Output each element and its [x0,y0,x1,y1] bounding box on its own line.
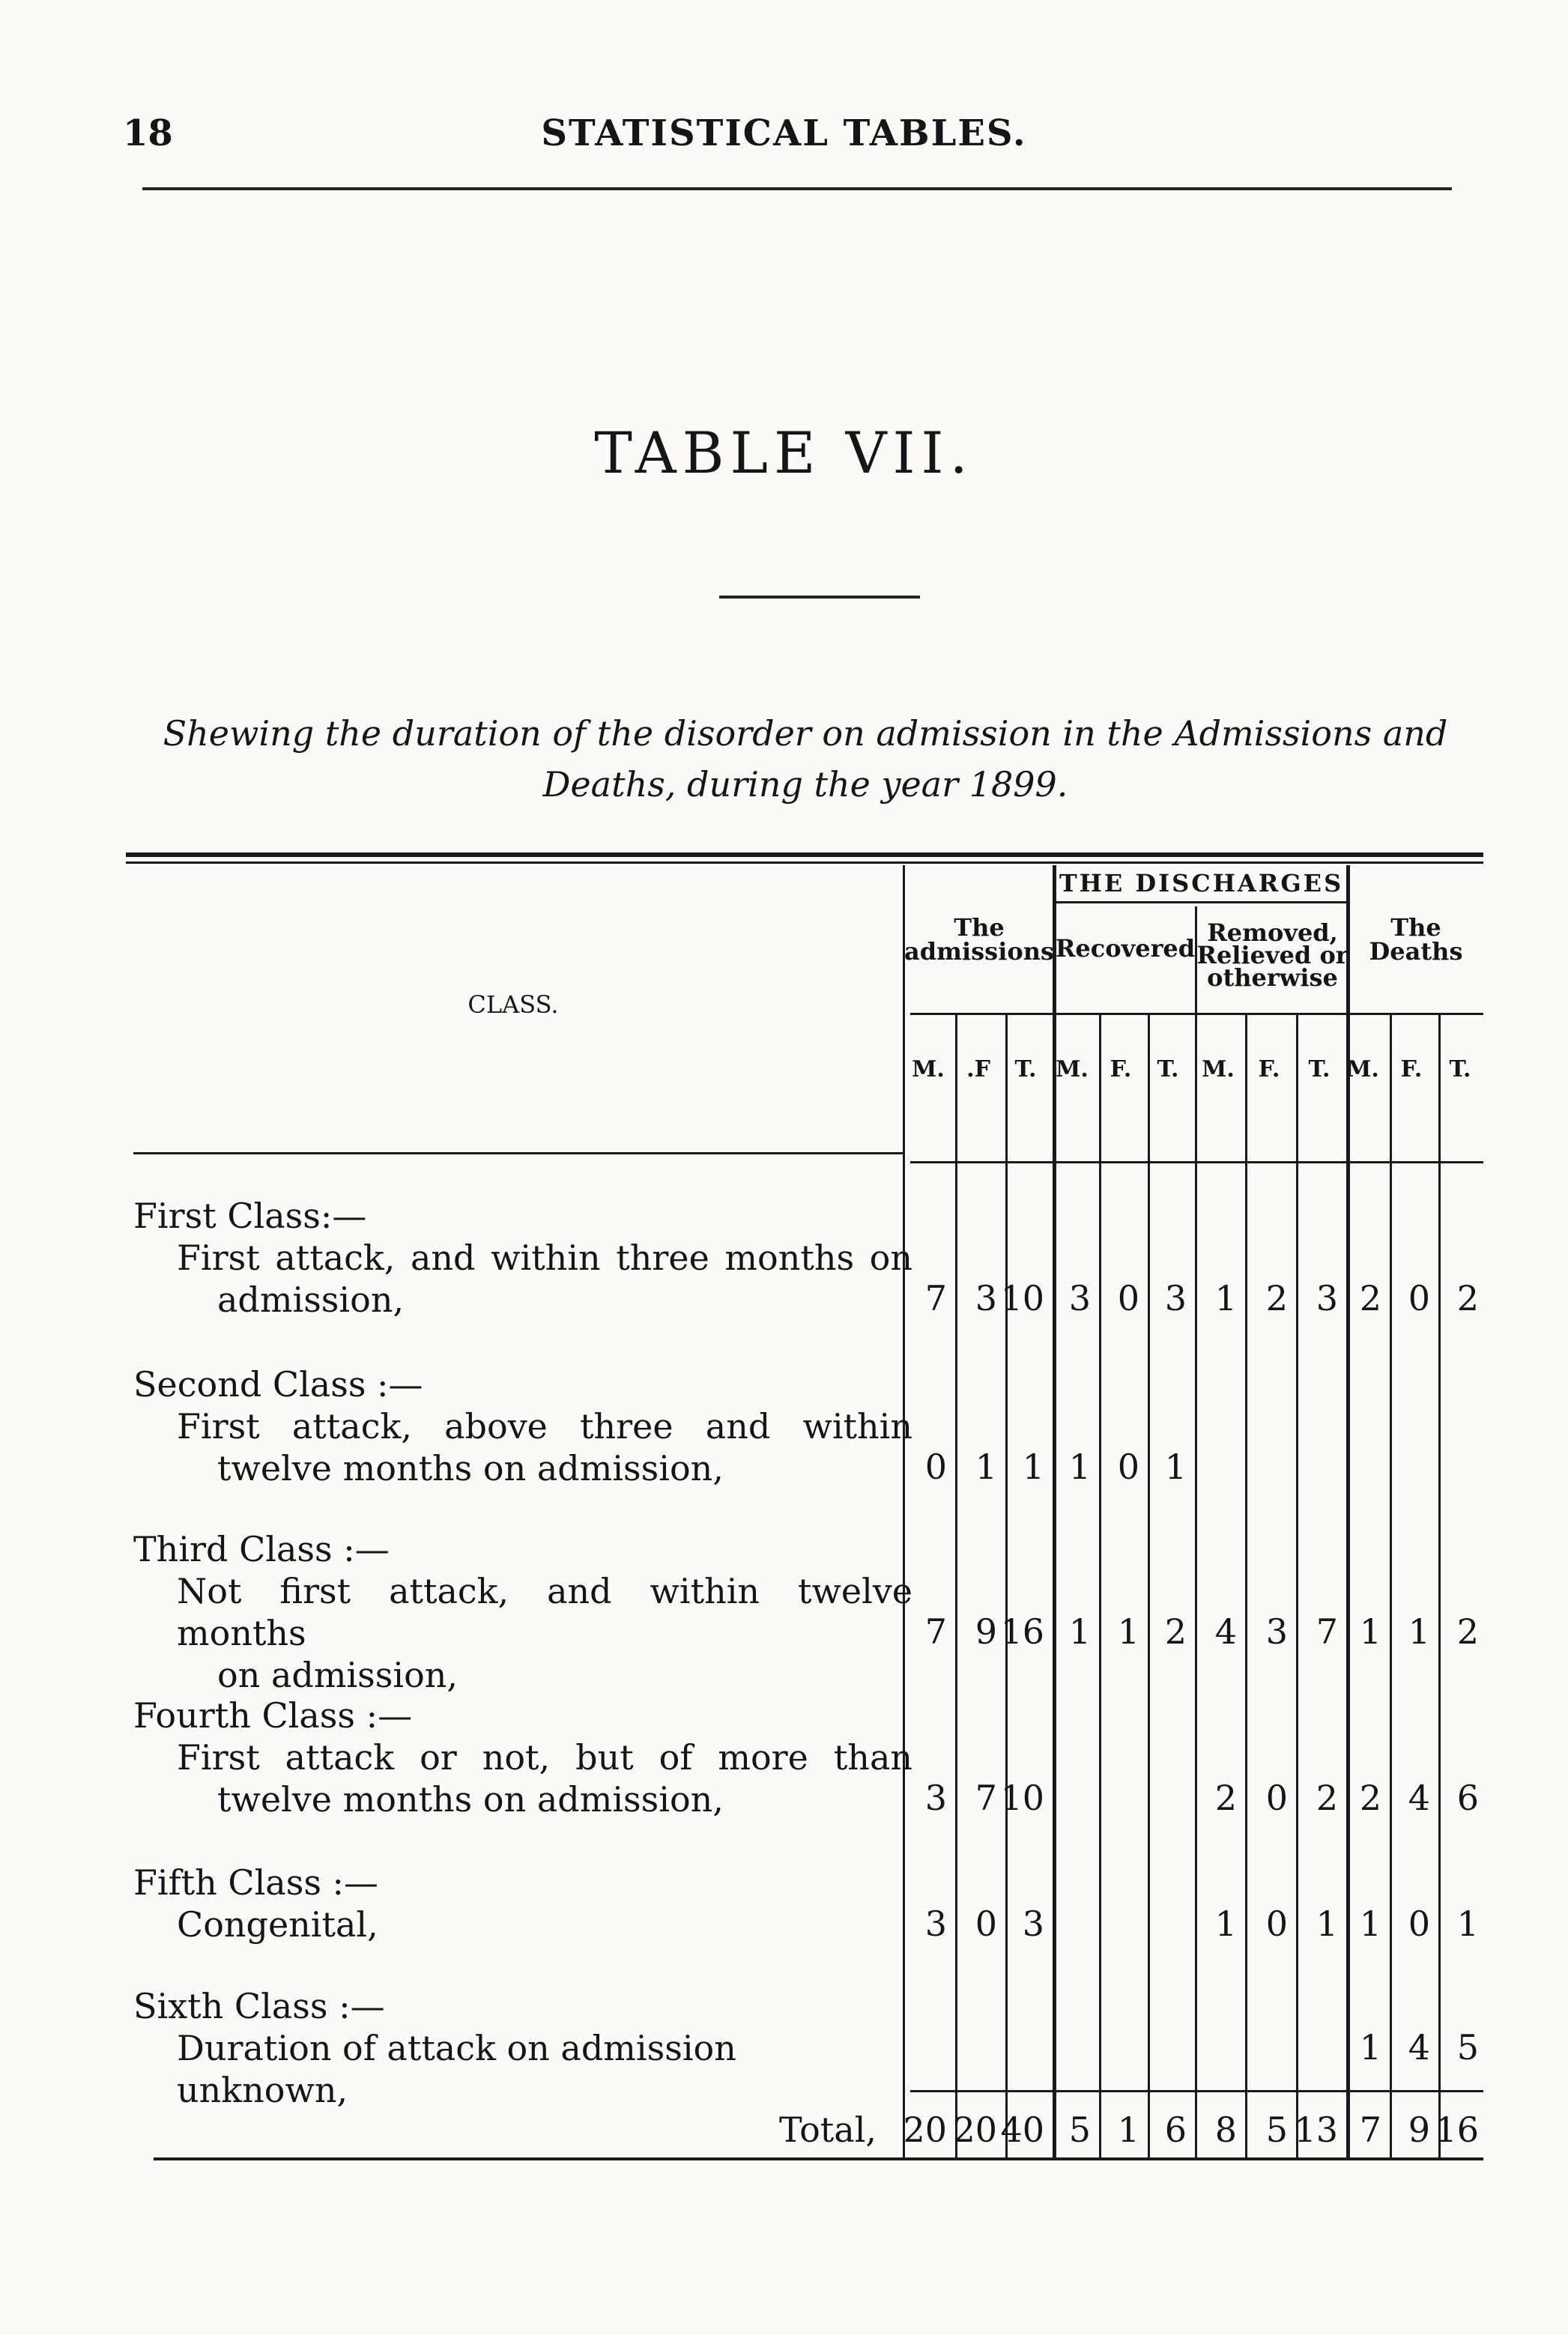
caption-line-1: Shewing the duration of the disorder on admission in the Admissions and [163,713,1448,754]
subheader-cell: M. [1346,1056,1379,1082]
table-cell: 0 [1117,1447,1139,1487]
table-cell: 3 [1265,1611,1288,1652]
table-cell: 1 [1316,1904,1338,1944]
class-header: CLASS. [467,990,559,1019]
table-cell: 0 [924,1447,947,1487]
subheader-cell: F. [1400,1056,1423,1082]
table-top-rule [126,852,1483,857]
column-divider [1148,1015,1150,2157]
table-cell: 2 [1359,1278,1381,1318]
table-cell: 2 [1456,1278,1479,1318]
table-cell: 7 [1316,1611,1338,1652]
subheader-cell: M. [912,1056,945,1082]
discharges-rule [1054,901,1348,903]
total-cell: 7 [1359,2110,1381,2150]
column-divider [1099,1015,1101,2157]
table-cell: 0 [1265,1778,1288,1818]
table-cell: 1 [1359,2027,1381,2068]
table-cell: 10 [1000,1278,1044,1318]
running-head: STATISTICAL TABLES. [541,112,1027,154]
table-cell: 2 [1456,1611,1479,1652]
title-rule [719,596,920,599]
total-cell: 40 [1000,2110,1044,2150]
page-number: 18 [123,112,173,154]
table-cell: 2 [1214,1778,1237,1818]
table-cell: 16 [1000,1611,1044,1652]
table-cell: 10 [1000,1778,1044,1818]
subheader-cell: M. [1202,1056,1235,1082]
table-cell: 7 [924,1611,947,1652]
total-cell: 16 [1435,2110,1479,2150]
subheader-cell: T. [1014,1056,1037,1082]
table-cell: 2 [1359,1778,1381,1818]
total-cell: 8 [1214,2110,1237,2150]
deaths-header: The Deaths [1369,913,1463,966]
column-divider [1438,1015,1441,2157]
table-top-rule-inner [126,861,1483,864]
table-cell: 4 [1408,1778,1430,1818]
total-cell: 13 [1294,2110,1338,2150]
table-cell: 1 [1359,1611,1381,1652]
total-label: Total, [779,2110,877,2150]
table-cell: 1 [975,1447,997,1487]
removed-header: Removed, Relieved or otherwise [1196,918,1348,992]
table-cell: 2 [1316,1778,1338,1818]
table-cell: 0 [1408,1278,1430,1318]
table-cell: 6 [1456,1778,1479,1818]
class-row-second: Second Class :— First attack, above three and within twelve months on admission, [133,1364,912,1488]
class-row-third: Third Class :— Not first attack, and within twelve months on admission, [133,1529,912,1695]
subheader-cell: T. [1308,1056,1331,1082]
table-cell: 1 [1068,1447,1091,1487]
column-divider [1390,1015,1392,2157]
recovered-header: Recovered [1055,934,1196,963]
subheader-cell: M. [1056,1056,1089,1082]
total-cell: 6 [1164,2110,1187,2150]
table-cell: 3 [1068,1278,1091,1318]
class-row-fifth: Fifth Class :— Congenital, [133,1862,379,1945]
table-cell: 3 [924,1904,947,1944]
subheader-cell: F. [1258,1056,1280,1082]
table-cell: 0 [1265,1904,1288,1944]
column-divider [1005,1015,1008,2157]
table-cell: 3 [975,1278,997,1318]
total-cell: 20 [953,2110,997,2150]
column-divider [1296,1015,1298,2157]
table-caption [120,708,1491,810]
table-cell: 4 [1408,2027,1430,2068]
table-cell: 1 [1117,1611,1139,1652]
table-cell: 1 [1022,1447,1044,1487]
total-cell: 5 [1068,2110,1091,2150]
table-cell: 3 [1164,1278,1187,1318]
table-cell: 4 [1214,1611,1237,1652]
class-header-rule [133,1152,905,1154]
table-cell: 5 [1456,2027,1479,2068]
total-cell: 20 [903,2110,947,2150]
table-cell: 2 [1164,1611,1187,1652]
admissions-header: The admissions [904,913,1054,966]
group-divider [1195,906,1197,2157]
table-cell: 1 [1214,1904,1237,1944]
column-divider [955,1015,957,2157]
class-row-first: First Class:— First attack, and within three months on admission, [133,1196,912,1320]
table-cell: 9 [975,1611,997,1652]
table-cell: 1 [1456,1904,1479,1944]
subheader-cell: F. [1110,1056,1132,1082]
subheader-cell: T. [1449,1056,1471,1082]
column-divider [1245,1015,1247,2157]
total-cell: 1 [1117,2110,1139,2150]
caption-line-2: Deaths, during the year 1899. [542,764,1068,805]
table-cell: 3 [1022,1904,1044,1944]
discharges-header: THE DISCHARGES [1059,869,1344,897]
table-cell: 1 [1068,1611,1091,1652]
table-cell: 0 [1408,1904,1430,1944]
table-cell: 7 [924,1278,947,1318]
class-row-sixth: Sixth Class :— Duration of attack on admission unknown, [133,1986,736,2110]
total-cell: 9 [1408,2110,1430,2150]
table-cell: 3 [1316,1278,1338,1318]
table-cell: 1 [1214,1278,1237,1318]
subheader-cell: T. [1157,1056,1179,1082]
table-cell: 2 [1265,1278,1288,1318]
subheader-cell: .F [966,1056,990,1082]
table-bottom-rule [154,2157,1483,2160]
class-row-fourth: Fourth Class :— First attack or not, but of more than twelve months on admission, [133,1695,912,1820]
table-cell: 0 [1117,1278,1139,1318]
header-rule [142,187,1452,190]
table-title: TABLE VII. [594,420,974,486]
table-cell: 1 [1164,1447,1187,1487]
table-cell: 1 [1359,1904,1381,1944]
total-cell: 5 [1265,2110,1288,2150]
table-cell: 0 [975,1904,997,1944]
table-cell: 7 [975,1778,997,1818]
table-cell: 3 [924,1778,947,1818]
table-cell: 1 [1408,1611,1430,1652]
